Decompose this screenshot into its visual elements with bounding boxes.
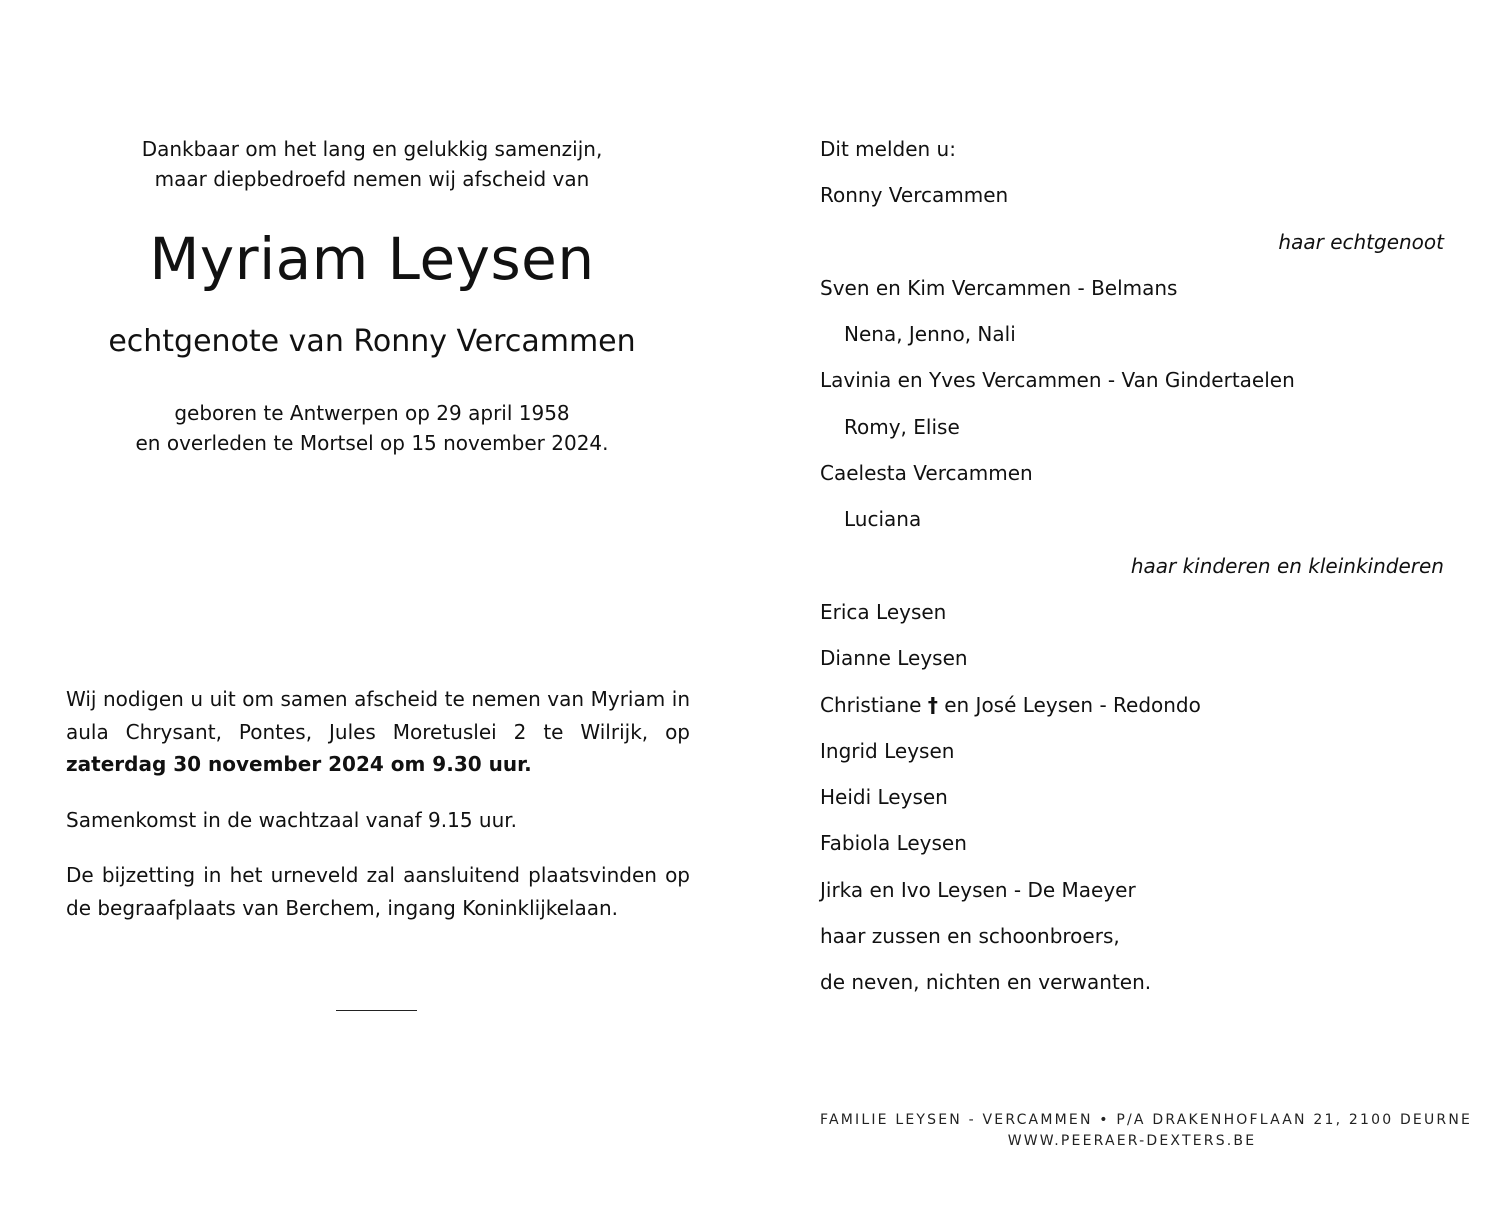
sibling-3	[820, 689, 1444, 735]
sibling-4: Ingrid Leysen	[820, 738, 955, 763]
cross-icon: †	[927, 692, 938, 717]
invitation-paragraph	[66, 683, 690, 781]
life-dates	[66, 398, 678, 458]
ceremony-datetime: zaterdag 30 november 2024 om 9.30 uur.	[66, 752, 532, 776]
death-line: en overleden te Mortsel op 15 november 2024.	[135, 431, 609, 455]
invitation-block	[66, 683, 690, 924]
child-1: Sven en Kim Vercammen - Belmans	[820, 275, 1178, 300]
burial-paragraph: De bijzetting in het urneveld zal aansluitend plaatsvinden op de begraafplaats van Berchem, ingang Koninklijkelaan.	[66, 863, 690, 920]
divider-line	[336, 1010, 417, 1011]
intro-line-2: maar diepbedroefd nemen wij afscheid van	[154, 167, 590, 191]
sibling-1: Erica Leysen	[820, 599, 947, 624]
husband-role: haar echtgenoot	[1278, 229, 1444, 254]
footer	[820, 1110, 1473, 1152]
child-2: Lavinia en Yves Vercammen - Van Gindertaelen	[820, 368, 1295, 393]
invitation-text: Wij nodigen u uit om samen afscheid te nemen van Myriam in aula Chrysant, Pontes, Jules Moretuslei 2 te Wilrijk, op	[66, 687, 690, 744]
grandchildren-3: Luciana	[844, 507, 922, 532]
family-list	[820, 133, 1444, 1013]
sibling-5: Heidi Leysen	[820, 785, 948, 810]
sibling-7: Jirka en Ivo Leysen - De Maeyer	[820, 877, 1136, 902]
sibling-3-first: Christiane	[820, 692, 922, 717]
grandchildren-1: Nena, Jenno, Nali	[844, 322, 1016, 347]
intro-text	[66, 134, 678, 194]
deceased-name: Myriam Leysen	[149, 225, 595, 293]
footer-website: WWW.PEERAER-DEXTERS.BE	[1007, 1133, 1257, 1149]
birth-line: geboren te Antwerpen op 29 april 1958	[174, 401, 570, 425]
siblings-role: haar zussen en schoonbroers,	[820, 924, 1120, 949]
intro-line-1: Dankbaar om het lang en gelukkig samenzijn,	[141, 137, 603, 161]
deceased-relation: echtgenote van Ronny Vercammen	[108, 324, 636, 359]
child-3: Caelesta Vercammen	[820, 461, 1033, 486]
sibling-3-rest: en José Leysen - Redondo	[937, 692, 1201, 717]
family-heading: Dit melden u:	[820, 137, 956, 161]
grandchildren-2: Romy, Elise	[844, 414, 960, 439]
sibling-6: Fabiola Leysen	[820, 831, 967, 856]
relatives-line: de neven, nichten en verwanten.	[820, 970, 1152, 995]
footer-address: FAMILIE LEYSEN - VERCAMMEN • P/A DRAKENHOFLAAN 21, 2100 DEURNE	[820, 1112, 1473, 1128]
gathering-paragraph: Samenkomst in de wachtzaal vanaf 9.15 uur.	[66, 807, 518, 832]
children-role: haar kinderen en kleinkinderen	[1130, 553, 1444, 578]
sibling-2: Dianne Leysen	[820, 646, 968, 671]
husband-name: Ronny Vercammen	[820, 183, 1009, 208]
